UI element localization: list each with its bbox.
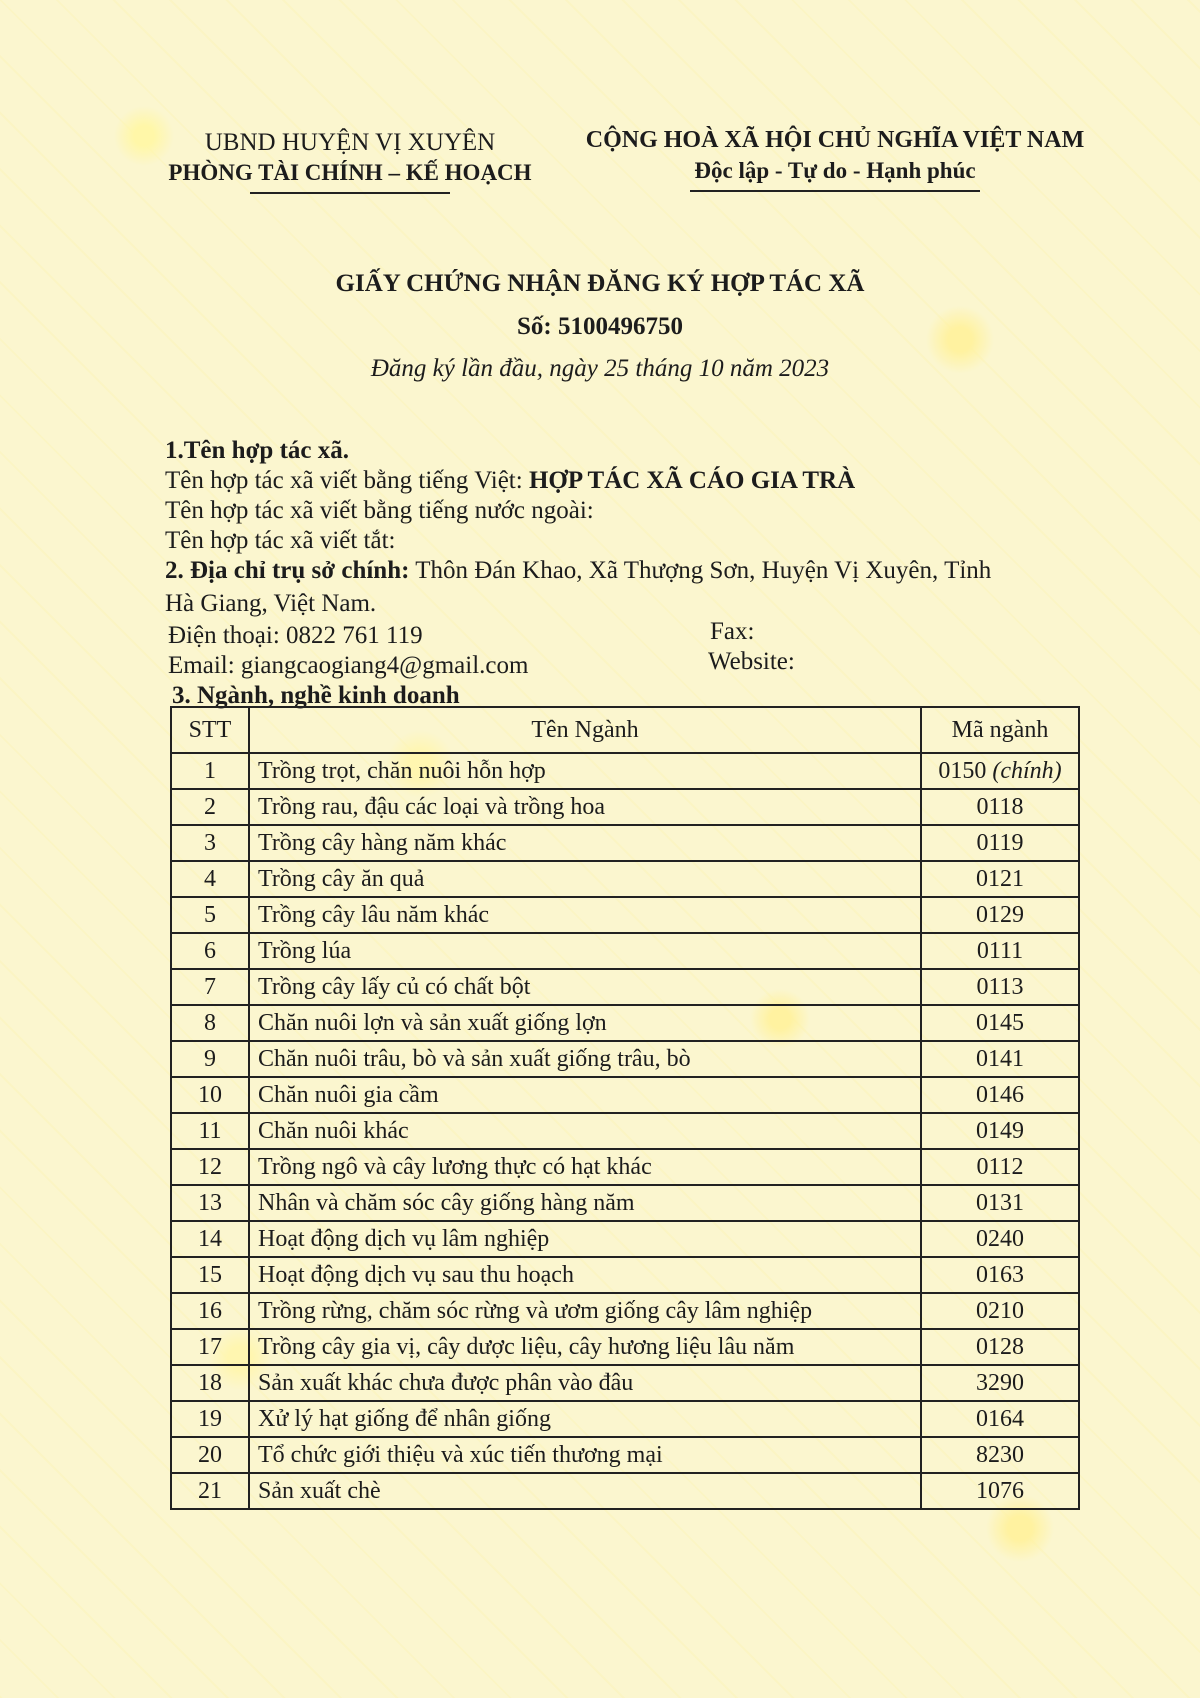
row-stt: 4: [171, 861, 249, 897]
row-code: 0118: [976, 793, 1024, 820]
row-stt: 16: [171, 1293, 249, 1329]
row-stt: 12: [171, 1149, 249, 1185]
row-code: 0119: [976, 829, 1024, 856]
row-stt: 14: [171, 1221, 249, 1257]
motto-underline: [690, 190, 980, 192]
row-code-cell: [921, 789, 1079, 825]
viet-name-line: [165, 466, 1095, 496]
row-code: 0210: [976, 1297, 1024, 1324]
row-code: 0111: [976, 937, 1024, 964]
table-row: [171, 1185, 1079, 1221]
row-code-cell: [921, 753, 1079, 789]
table-row: [171, 1437, 1079, 1473]
table-row: [171, 1473, 1079, 1509]
row-stt: 17: [171, 1329, 249, 1365]
row-name: Xử lý hạt giống để nhân giống: [249, 1401, 921, 1437]
table-row: [171, 1401, 1079, 1437]
table-row: [171, 1365, 1079, 1401]
col-name: Tên Ngành: [249, 707, 921, 753]
col-stt: STT: [171, 707, 249, 753]
row-code-cell: [921, 1401, 1079, 1437]
row-name: Chăn nuôi trâu, bò và sản xuất giống trâu, bò: [249, 1041, 921, 1077]
row-code-cell: [921, 933, 1079, 969]
row-stt: 11: [171, 1113, 249, 1149]
email-label: Email:: [168, 652, 235, 679]
row-code: 8230: [976, 1441, 1024, 1468]
row-code: 0146: [976, 1081, 1024, 1108]
row-stt: 18: [171, 1365, 249, 1401]
row-code-cell: [921, 1473, 1079, 1509]
table-row: [171, 789, 1079, 825]
row-code-cell: [921, 1113, 1079, 1149]
row-code: 0149: [976, 1117, 1024, 1144]
row-stt: 21: [171, 1473, 249, 1509]
row-name: Hoạt động dịch vụ lâm nghiệp: [249, 1221, 921, 1257]
address-line-2: Hà Giang, Việt Nam.: [165, 590, 377, 617]
phone-line: [168, 622, 423, 650]
row-code-cell: [921, 1149, 1079, 1185]
row-code: 0121: [976, 865, 1024, 892]
row-name: Trồng rừng, chăm sóc rừng và ươm giống cây lâm nghiệp: [249, 1293, 921, 1329]
row-code: 0112: [976, 1153, 1024, 1180]
table-row: [171, 897, 1079, 933]
row-stt: 2: [171, 789, 249, 825]
table-row: [171, 1257, 1079, 1293]
row-name: Chăn nuôi lợn và sản xuất giống lợn: [249, 1005, 921, 1041]
row-stt: 10: [171, 1077, 249, 1113]
row-stt: 15: [171, 1257, 249, 1293]
email-line: [168, 652, 528, 680]
row-code: 3290: [976, 1369, 1024, 1396]
national-name: CỘNG HOÀ XÃ HỘI CHỦ NGHĨA VIỆT NAM: [585, 127, 1085, 153]
section-3-heading: 3. Ngành, nghề kinh doanh: [172, 682, 460, 709]
viet-name-label: Tên hợp tác xã viết bằng tiếng Việt:: [165, 467, 523, 494]
row-stt: 1: [171, 753, 249, 789]
row-code-cell: [921, 1365, 1079, 1401]
row-code-cell: [921, 969, 1079, 1005]
business-lines-table: [170, 706, 1080, 1510]
fax-label: Fax:: [710, 618, 755, 645]
row-stt: 13: [171, 1185, 249, 1221]
row-code: 0163: [976, 1261, 1024, 1288]
row-code-cell: [921, 861, 1079, 897]
row-name: Trồng rau, đậu các loại và trồng hoa: [249, 789, 921, 825]
row-name: Trồng cây ăn quả: [249, 861, 921, 897]
primary-note: (chính): [992, 757, 1062, 784]
email-value: giangcaogiang4@gmail.com: [240, 652, 529, 679]
table-row: [171, 1221, 1079, 1257]
table-row: [171, 1293, 1079, 1329]
row-code: 0145: [976, 1009, 1024, 1036]
table-row: [171, 753, 1079, 789]
issuer-underline: [250, 192, 450, 194]
issuer-authority: UBND HUYỆN VỊ XUYÊN: [204, 129, 496, 156]
phone-value: 0822 761 119: [286, 622, 423, 649]
table-row: [171, 1077, 1079, 1113]
col-code: Mã ngành: [921, 707, 1079, 753]
row-name: Hoạt động dịch vụ sau thu hoạch: [249, 1257, 921, 1293]
row-code: 0129: [976, 901, 1024, 928]
row-code: 1076: [976, 1477, 1024, 1504]
row-code: 0141: [976, 1045, 1024, 1072]
row-name: Sản xuất khác chưa được phân vào đâu: [249, 1365, 921, 1401]
row-name: Trồng ngô và cây lương thực có hạt khác: [249, 1149, 921, 1185]
address-line-1: [165, 556, 1095, 586]
row-code: 0113: [976, 973, 1024, 1000]
issuer-office: PHÒNG TÀI CHÍNH – KẾ HOẠCH: [168, 160, 532, 185]
row-code-cell: [921, 1185, 1079, 1221]
row-stt: 19: [171, 1401, 249, 1437]
row-name: Chăn nuôi gia cầm: [249, 1077, 921, 1113]
row-code-cell: [921, 897, 1079, 933]
row-name: Trồng cây gia vị, cây dược liệu, cây hương liệu lâu năm: [249, 1329, 921, 1365]
row-name: Chăn nuôi khác: [249, 1113, 921, 1149]
row-code: 0240: [976, 1225, 1024, 1252]
certificate-number: Số: 5100496750: [517, 313, 683, 340]
table-row: [171, 1041, 1079, 1077]
row-code-cell: [921, 1005, 1079, 1041]
row-stt: 6: [171, 933, 249, 969]
website-label: Website:: [708, 648, 795, 675]
table-row: [171, 1149, 1079, 1185]
table-row: [171, 1329, 1079, 1365]
row-code-cell: [921, 1077, 1079, 1113]
table-row: [171, 861, 1079, 897]
table-row: [171, 1113, 1079, 1149]
table-row: [171, 825, 1079, 861]
row-code-cell: [921, 1257, 1079, 1293]
row-name: Sản xuất chè: [249, 1473, 921, 1509]
row-code: 0164: [976, 1405, 1024, 1432]
registration-date: Đăng ký lần đầu, ngày 25 tháng 10 năm 2023: [370, 355, 830, 382]
national-header: [565, 124, 1105, 192]
short-name-label: Tên hợp tác xã viết tắt:: [165, 527, 396, 554]
table-body: [171, 753, 1079, 1509]
foreign-name-label: Tên hợp tác xã viết bằng tiếng nước ngoài:: [165, 497, 594, 524]
row-name: Trồng cây hàng năm khác: [249, 825, 921, 861]
row-stt: 20: [171, 1437, 249, 1473]
row-code-cell: [921, 1437, 1079, 1473]
row-stt: 9: [171, 1041, 249, 1077]
table-row: [171, 933, 1079, 969]
row-stt: 3: [171, 825, 249, 861]
row-stt: 7: [171, 969, 249, 1005]
row-stt: 8: [171, 1005, 249, 1041]
row-name: Trồng cây lâu năm khác: [249, 897, 921, 933]
row-code: 0131: [976, 1189, 1024, 1216]
viet-name-value: HỢP TÁC XÃ CÁO GIA TRÀ: [528, 467, 856, 494]
row-code-cell: [921, 1221, 1079, 1257]
address-heading: 2. Địa chỉ trụ sở chính:: [165, 557, 410, 584]
row-name: Nhân và chăm sóc cây giống hàng năm: [249, 1185, 921, 1221]
row-code-cell: [921, 825, 1079, 861]
table-header-row: [171, 707, 1079, 753]
issuer-header: [150, 128, 550, 194]
row-code-cell: [921, 1329, 1079, 1365]
section-1: [165, 436, 1095, 586]
table-row: [171, 969, 1079, 1005]
address-value-1: Thôn Đán Khao, Xã Thượng Sơn, Huyện Vị Xuyên, Tỉnh: [415, 557, 992, 584]
row-name: Trồng trọt, chăn nuôi hỗn hợp: [249, 753, 921, 789]
row-code-cell: [921, 1041, 1079, 1077]
row-name: Trồng lúa: [249, 933, 921, 969]
document-title: GIẤY CHỨNG NHẬN ĐĂNG KÝ HỢP TÁC XÃ: [335, 270, 865, 297]
row-name: Trồng cây lấy củ có chất bột: [249, 969, 921, 1005]
row-name: Tổ chức giới thiệu và xúc tiến thương mại: [249, 1437, 921, 1473]
row-code: 0150: [938, 757, 987, 784]
table-row: [171, 1005, 1079, 1041]
row-code: 0128: [976, 1333, 1024, 1360]
phone-label: Điện thoại:: [168, 622, 280, 649]
row-code-cell: [921, 1293, 1079, 1329]
section-1-heading: 1.Tên hợp tác xã.: [165, 437, 349, 464]
row-stt: 5: [171, 897, 249, 933]
national-motto: Độc lập - Tự do - Hạnh phúc: [694, 158, 976, 183]
